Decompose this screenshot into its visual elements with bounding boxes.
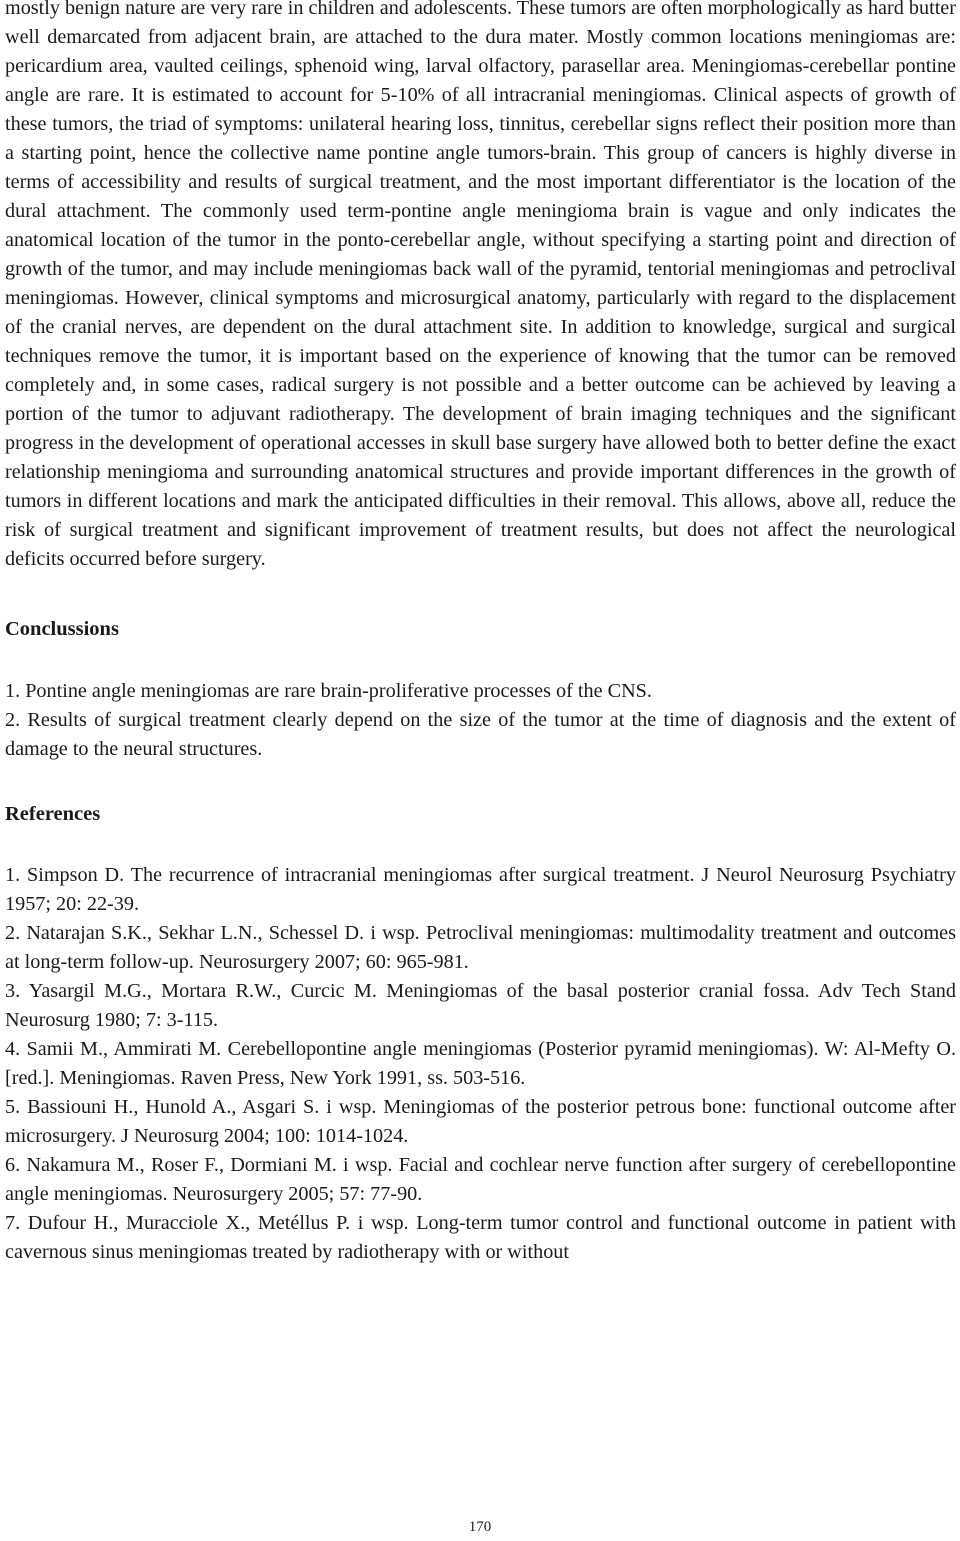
page-number: 170 <box>468 1519 492 1535</box>
conclusion-item: 2. Results of surgical treatment clearly depend on the size of the tumor at the time of diagnosis and the extent of damage to the neural structures. <box>5 709 956 760</box>
reference-item: 5. Bassiouni H., Hunold A., Asgari S. i wsp. Meningiomas of the posterior petrous bone: functional outcome after microsurgery. J Neurosurg 2004; 100: 1014-1024. <box>5 1096 956 1147</box>
reference-item: 7. Dufour H., Muracciole X., Metéllus P. i wsp. Long-term tumor control and functional outcome in patient with cavernous sinus meningiomas treated by radiotherapy with or without <box>5 1212 956 1263</box>
reference-item: 3. Yasargil M.G., Mortara R.W., Curcic M. Meningiomas of the basal posterior cranial fossa. Adv Tech Stand Neurosurg 1980; 7: 3-115. <box>5 980 956 1031</box>
references-list <box>5 861 956 1267</box>
body-paragraph: mostly benign nature are very rare in children and adolescents. These tumors are often morphologically as hard butter well demarcated from adjacent brain, are attached to the dura mater. Mostly common locations meningiomas are: pericardium area, vaulted ceilings, sphenoid wing, larval olfactory, parasellar area. Meningiomas-cerebellar pontine angle are rare. It is estimated to account for 5-10% of all intracranial meningiomas. Clinical aspects of growth of these tumors, the triad of symptoms: unilateral hearing loss, tinnitus, cerebellar signs reflect their position more than a starting point, hence the collective name pontine angle tumors-brain. This group of cancers is highly diverse in terms of accessibility and results of surgical treatment, and the most important differentiator is the location of the dural attachment. The commonly used term-pontine angle meningioma brain is vague and only indicates the anatomical location of the tumor in the ponto-cerebellar angle, without specifying a starting point and direction of growth of the tumor, and may include meningiomas back wall of the pyramid, tentorial meningiomas and petroclival meningiomas. However, clinical symptoms and microsurgical anatomy, particularly with regard to the displacement of the cranial nerves, are dependent on the dural attachment site. In addition to knowledge, surgical and surgical techniques remove the tumor, it is important based on the experience of knowing that the tumor can be removed completely and, in some cases, radical surgery is not possible and a better outcome can be achieved by leaving a portion of the tumor to adjuvant radiotherapy. The development of brain imaging techniques and the significant progress in the development of operational accesses in skull base surgery have allowed both to better define the exact relationship meningioma and surrounding anatomical structures and provide important differences in the growth of tumors in different locations and mark the anticipated difficulties in their removal. This allows, above all, reduce the risk of surgical treatment and significant improvement of treatment results, but does not affect the neurological deficits occurred before surgery. <box>5 0 956 570</box>
reference-item: 4. Samii M., Ammirati M. Cerebellopontine angle meningiomas (Posterior pyramid meningiomas). W: Al-Mefty O. [red.]. Meningiomas. Raven Press, New York 1991, ss. 503-516. <box>5 1038 956 1089</box>
conclusion-item: 1. Pontine angle meningiomas are rare brain-proliferative processes of the CNS. <box>5 680 652 702</box>
reference-item: 2. Natarajan S.K., Sekhar L.N., Schessel D. i wsp. Petroclival meningiomas: multimodality treatment and outcomes at long-term follow-up. Neurosurgery 2007; 60: 965-981. <box>5 922 956 973</box>
document-page <box>5 0 956 1267</box>
reference-item: 6. Nakamura M., Roser F., Dormiani M. i wsp. Facial and cochlear nerve function after surgery of cerebellopontine angle meningiomas. Neurosurgery 2005; 57: 77-90. <box>5 1154 956 1205</box>
conclusions-heading: Conclussions <box>5 618 119 640</box>
conclusions-list <box>5 677 956 764</box>
references-heading: References <box>5 803 101 825</box>
reference-item: 1. Simpson D. The recurrence of intracranial meningiomas after surgical treatment. J Neurol Neurosurg Psychiatry 1957; 20: 22-39. <box>5 864 956 915</box>
